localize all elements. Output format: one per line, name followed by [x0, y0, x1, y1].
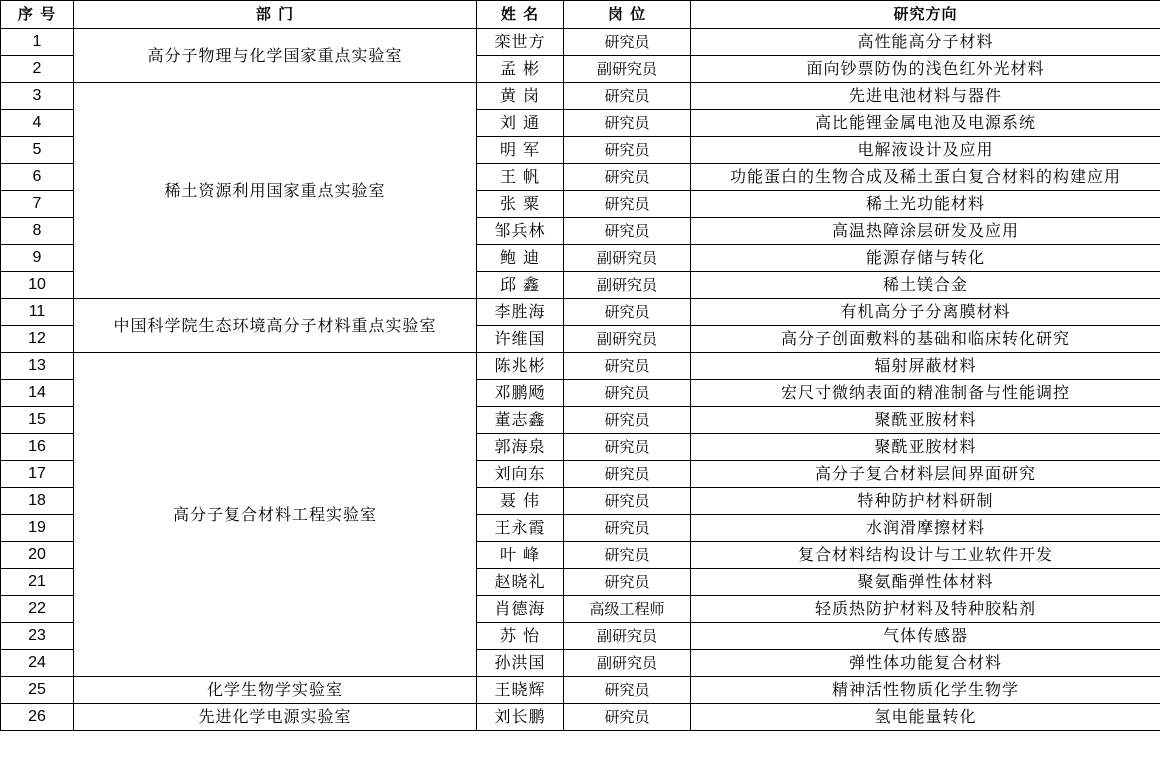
table-row	[1, 83, 1160, 110]
direction-cell: 稀土光功能材料	[691, 191, 1160, 218]
dept-cell: 高分子复合材料工程实验室	[74, 353, 477, 677]
seq-cell: 8	[1, 218, 74, 245]
name-cell: 肖德海	[477, 596, 564, 623]
name-cell: 郭海泉	[477, 434, 564, 461]
name-cell: 许维国	[477, 326, 564, 353]
header-position: 岗 位	[564, 1, 691, 29]
seq-cell: 17	[1, 461, 74, 488]
direction-cell: 高分子创面敷料的基础和临床转化研究	[691, 326, 1160, 353]
position-cell: 研究员	[564, 83, 691, 110]
dept-cell: 先进化学电源实验室	[74, 704, 477, 731]
name-cell: 黄 岗	[477, 83, 564, 110]
seq-cell: 12	[1, 326, 74, 353]
position-cell: 副研究员	[564, 245, 691, 272]
header-seq: 序 号	[1, 1, 74, 29]
position-cell: 研究员	[564, 677, 691, 704]
direction-cell: 功能蛋白的生物合成及稀土蛋白复合材料的构建应用	[691, 164, 1160, 191]
seq-cell: 4	[1, 110, 74, 137]
direction-cell: 聚酰亚胺材料	[691, 407, 1160, 434]
name-cell: 王 帆	[477, 164, 564, 191]
direction-cell: 先进电池材料与器件	[691, 83, 1160, 110]
seq-cell: 15	[1, 407, 74, 434]
dept-cell: 中国科学院生态环境高分子材料重点实验室	[74, 299, 477, 353]
direction-cell: 聚酰亚胺材料	[691, 434, 1160, 461]
name-cell: 孟 彬	[477, 56, 564, 83]
position-cell: 研究员	[564, 164, 691, 191]
seq-cell: 7	[1, 191, 74, 218]
header-dept: 部 门	[74, 1, 477, 29]
name-cell: 孙洪国	[477, 650, 564, 677]
name-cell: 栾世方	[477, 29, 564, 56]
position-cell: 研究员	[564, 299, 691, 326]
dept-cell: 高分子物理与化学国家重点实验室	[74, 29, 477, 83]
direction-cell: 面向钞票防伪的浅色红外光材料	[691, 56, 1160, 83]
position-cell: 副研究员	[564, 650, 691, 677]
name-cell: 李胜海	[477, 299, 564, 326]
name-cell: 邓鹏飏	[477, 380, 564, 407]
name-cell: 王晓辉	[477, 677, 564, 704]
table-body	[1, 29, 1160, 731]
position-cell: 研究员	[564, 353, 691, 380]
direction-cell: 高性能高分子材料	[691, 29, 1160, 56]
seq-cell: 19	[1, 515, 74, 542]
direction-cell: 稀土镁合金	[691, 272, 1160, 299]
name-cell: 邹兵林	[477, 218, 564, 245]
position-cell: 研究员	[564, 218, 691, 245]
position-cell: 高级工程师	[564, 596, 691, 623]
seq-cell: 3	[1, 83, 74, 110]
name-cell: 明 军	[477, 137, 564, 164]
seq-cell: 2	[1, 56, 74, 83]
direction-cell: 聚氨酯弹性体材料	[691, 569, 1160, 596]
position-cell: 研究员	[564, 191, 691, 218]
direction-cell: 精神活性物质化学生物学	[691, 677, 1160, 704]
name-cell: 刘 通	[477, 110, 564, 137]
seq-cell: 20	[1, 542, 74, 569]
position-cell: 研究员	[564, 29, 691, 56]
position-cell: 研究员	[564, 380, 691, 407]
direction-cell: 气体传感器	[691, 623, 1160, 650]
direction-cell: 能源存储与转化	[691, 245, 1160, 272]
position-cell: 副研究员	[564, 272, 691, 299]
table-row	[1, 677, 1160, 704]
name-cell: 苏 怡	[477, 623, 564, 650]
table-row	[1, 353, 1160, 380]
name-cell: 邱 鑫	[477, 272, 564, 299]
dept-cell: 化学生物学实验室	[74, 677, 477, 704]
position-cell: 研究员	[564, 704, 691, 731]
position-cell: 研究员	[564, 515, 691, 542]
direction-cell: 电解液设计及应用	[691, 137, 1160, 164]
seq-cell: 18	[1, 488, 74, 515]
position-cell: 研究员	[564, 461, 691, 488]
position-cell: 研究员	[564, 137, 691, 164]
seq-cell: 22	[1, 596, 74, 623]
table-row	[1, 704, 1160, 731]
position-cell: 研究员	[564, 569, 691, 596]
position-cell: 副研究员	[564, 623, 691, 650]
header-direction: 研究方向	[691, 1, 1160, 29]
direction-cell: 氢电能量转化	[691, 704, 1160, 731]
direction-cell: 轻质热防护材料及特种胶粘剂	[691, 596, 1160, 623]
header-row	[1, 1, 1160, 29]
seq-cell: 10	[1, 272, 74, 299]
seq-cell: 13	[1, 353, 74, 380]
direction-cell: 弹性体功能复合材料	[691, 650, 1160, 677]
direction-cell: 高比能锂金属电池及电源系统	[691, 110, 1160, 137]
table-row	[1, 29, 1160, 56]
direction-cell: 特种防护材料研制	[691, 488, 1160, 515]
name-cell: 陈兆彬	[477, 353, 564, 380]
direction-cell: 水润滑摩擦材料	[691, 515, 1160, 542]
seq-cell: 11	[1, 299, 74, 326]
name-cell: 鲍 迪	[477, 245, 564, 272]
position-cell: 研究员	[564, 542, 691, 569]
position-cell: 副研究员	[564, 326, 691, 353]
seq-cell: 14	[1, 380, 74, 407]
direction-cell: 高温热障涂层研发及应用	[691, 218, 1160, 245]
seq-cell: 9	[1, 245, 74, 272]
position-cell: 副研究员	[564, 56, 691, 83]
name-cell: 张 粟	[477, 191, 564, 218]
seq-cell: 26	[1, 704, 74, 731]
name-cell: 刘长鹏	[477, 704, 564, 731]
name-cell: 叶 峰	[477, 542, 564, 569]
seq-cell: 24	[1, 650, 74, 677]
table-row	[1, 299, 1160, 326]
position-cell: 研究员	[564, 407, 691, 434]
dept-cell: 稀土资源利用国家重点实验室	[74, 83, 477, 299]
name-cell: 刘向东	[477, 461, 564, 488]
direction-cell: 高分子复合材料层间界面研究	[691, 461, 1160, 488]
seq-cell: 6	[1, 164, 74, 191]
name-cell: 董志鑫	[477, 407, 564, 434]
direction-cell: 宏尺寸微纳表面的精准制备与性能调控	[691, 380, 1160, 407]
name-cell: 赵晓礼	[477, 569, 564, 596]
seq-cell: 1	[1, 29, 74, 56]
seq-cell: 25	[1, 677, 74, 704]
direction-cell: 复合材料结构设计与工业软件开发	[691, 542, 1160, 569]
seq-cell: 5	[1, 137, 74, 164]
header-name: 姓 名	[477, 1, 564, 29]
position-cell: 研究员	[564, 110, 691, 137]
name-cell: 王永霞	[477, 515, 564, 542]
direction-cell: 有机高分子分离膜材料	[691, 299, 1160, 326]
seq-cell: 23	[1, 623, 74, 650]
seq-cell: 16	[1, 434, 74, 461]
name-cell: 聂 伟	[477, 488, 564, 515]
position-cell: 研究员	[564, 488, 691, 515]
direction-cell: 辐射屏蔽材料	[691, 353, 1160, 380]
seq-cell: 21	[1, 569, 74, 596]
position-cell: 研究员	[564, 434, 691, 461]
